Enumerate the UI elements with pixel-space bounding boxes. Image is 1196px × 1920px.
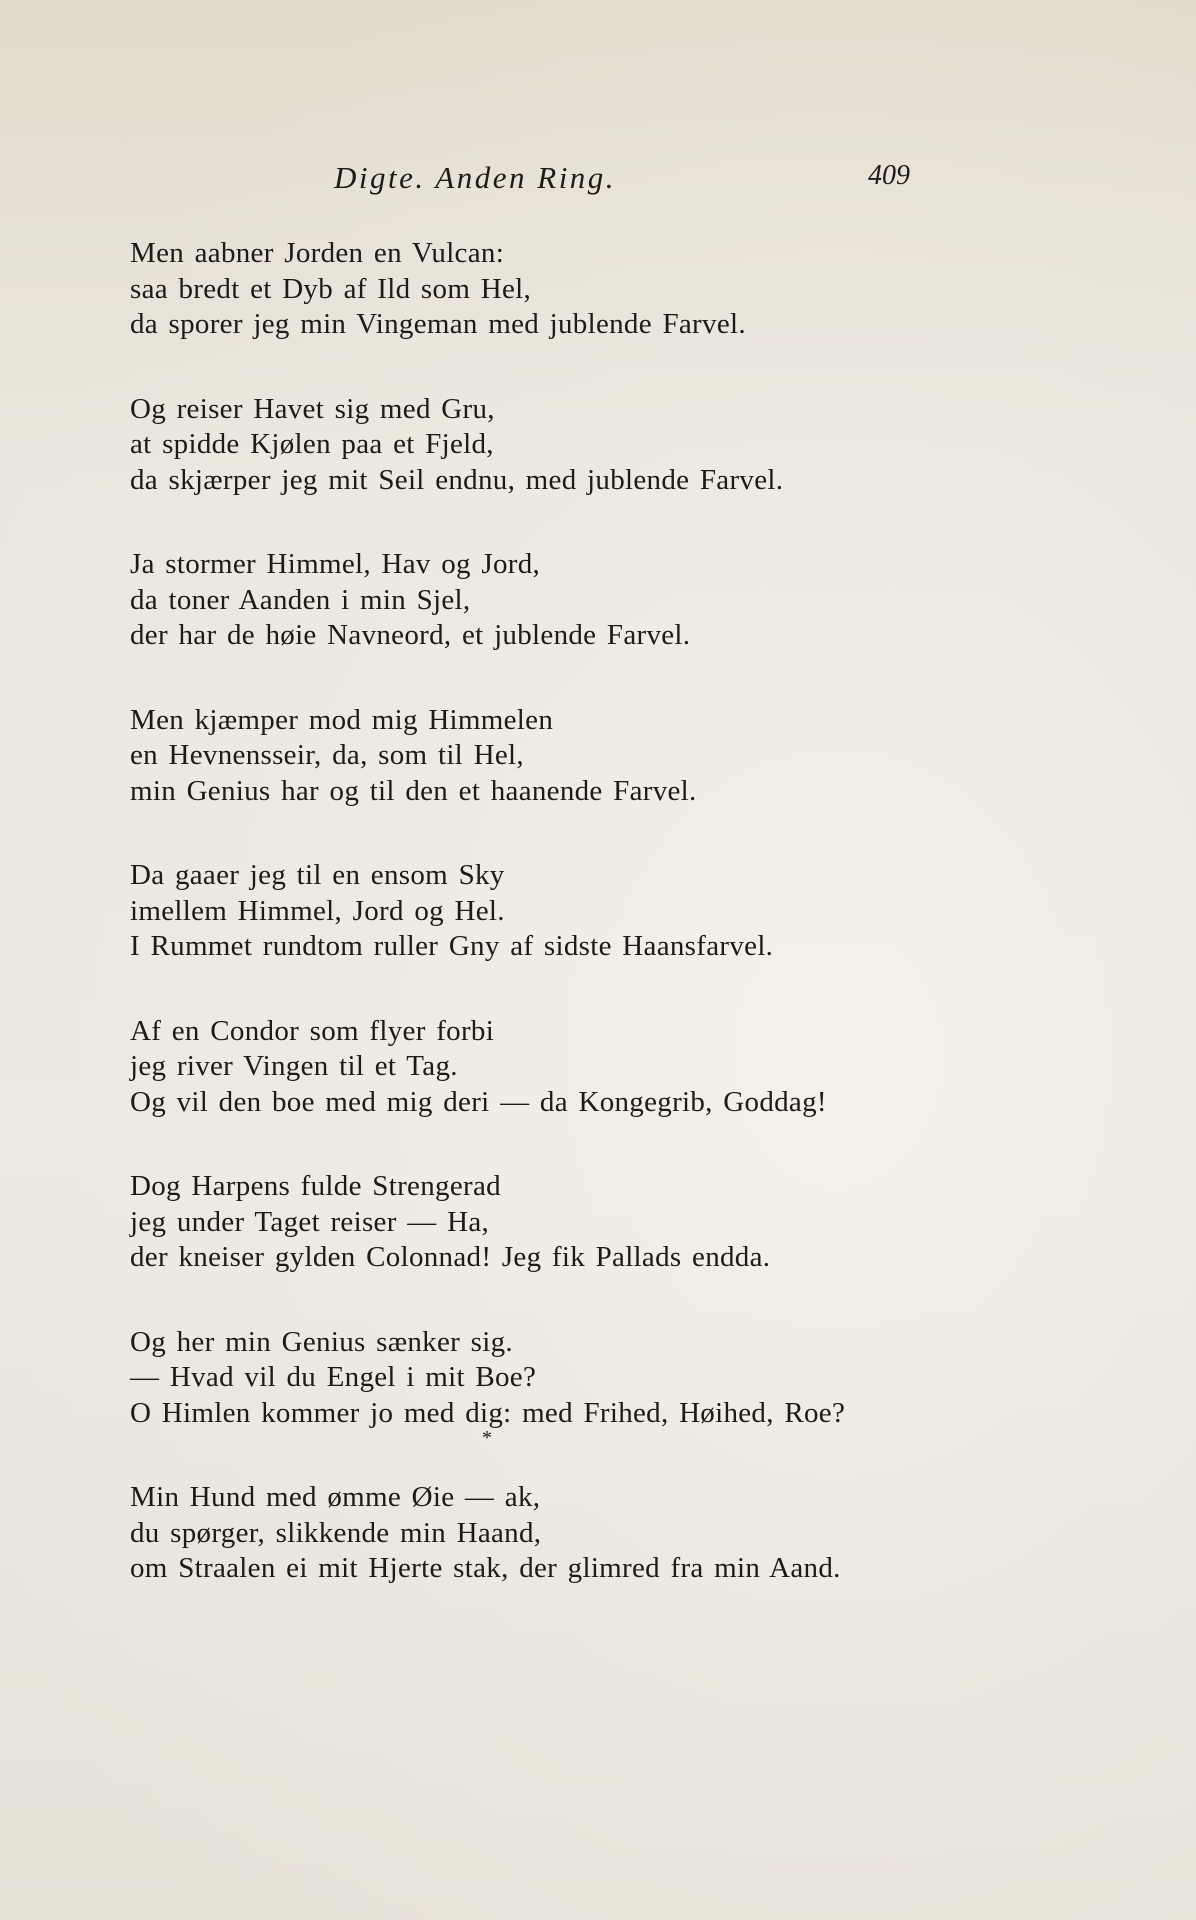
poem-line: at spidde Kjølen paa et Fjeld, (130, 428, 494, 460)
poem-line: der kneiser gylden Colonnad! Jeg fik Pallads endda. (130, 1241, 771, 1273)
poem-line: Men aabner Jorden en Vulcan: (130, 237, 505, 269)
stanza (130, 1169, 1130, 1276)
running-title: Digte. Anden Ring. (334, 160, 617, 195)
stanza (130, 236, 1130, 343)
poem-body (130, 236, 1130, 1480)
stanza (130, 858, 1130, 965)
stanza (130, 703, 1130, 810)
poem-line: jeg river Vingen til et Tag. (130, 1050, 458, 1082)
final-stanza (130, 1480, 1130, 1587)
poem-line: min Genius har og til den et haanende Farvel. (130, 774, 697, 807)
stanza (130, 1325, 1130, 1432)
poem-line: imellem Himmel, Jord og Hel. (130, 894, 505, 927)
poem-line: Min Hund med ømme Øie — ak, (130, 1481, 541, 1513)
poem-line: — Hvad vil du Engel i mit Boe? (130, 1361, 537, 1393)
poem-line: Da gaaer jeg til en ensom Sky (130, 859, 505, 891)
poem-line: Men kjæmper mod mig Himmelen (130, 703, 554, 736)
poem-line: du spørger, slikkende min Haand, (130, 1516, 542, 1549)
poem-line: Dog Harpens fulde Strengerad (130, 1170, 501, 1202)
poem-line: Af en Condor som flyer forbi (130, 1014, 495, 1047)
poem-line: da sporer jeg min Vingeman med jublende Farvel. (130, 308, 746, 340)
poem-line: Ja stormer Himmel, Hav og Jord, (130, 548, 541, 580)
poem-line: Og her min Genius sænker sig. (130, 1325, 513, 1358)
section-separator: * (482, 1427, 492, 1449)
stanza (130, 392, 1130, 499)
poem-line: Og vil den boe med mig deri — da Kongegrib, Goddag! (130, 1085, 827, 1118)
poem-line: O Himlen kommer jo med dig: med Frihed, Høihed, Roe? (130, 1396, 846, 1429)
poem-line: da skjærper jeg mit Seil endnu, med jublende Farvel. (130, 463, 784, 496)
poem-line: I Rummet rundtom ruller Gny af sidste Haansfarvel. (130, 930, 774, 962)
poem-line: da toner Aanden i min Sjel, (130, 583, 471, 616)
stanza (130, 547, 1130, 654)
poem-line: jeg under Taget reiser — Ha, (130, 1205, 490, 1238)
page-number: 409 (868, 160, 910, 191)
poem-line: Og reiser Havet sig med Gru, (130, 392, 495, 425)
stanza (130, 1014, 1130, 1121)
poem-line: om Straalen ei mit Hjerte stak, der glimred fra min Aand. (130, 1552, 841, 1584)
poem-line: en Hevnensseir, da, som til Hel, (130, 739, 524, 771)
poem-line: saa bredt et Dyb af Ild som Hel, (130, 272, 532, 305)
poem-line: der har de høie Navneord, et jublende Farvel. (130, 619, 691, 651)
